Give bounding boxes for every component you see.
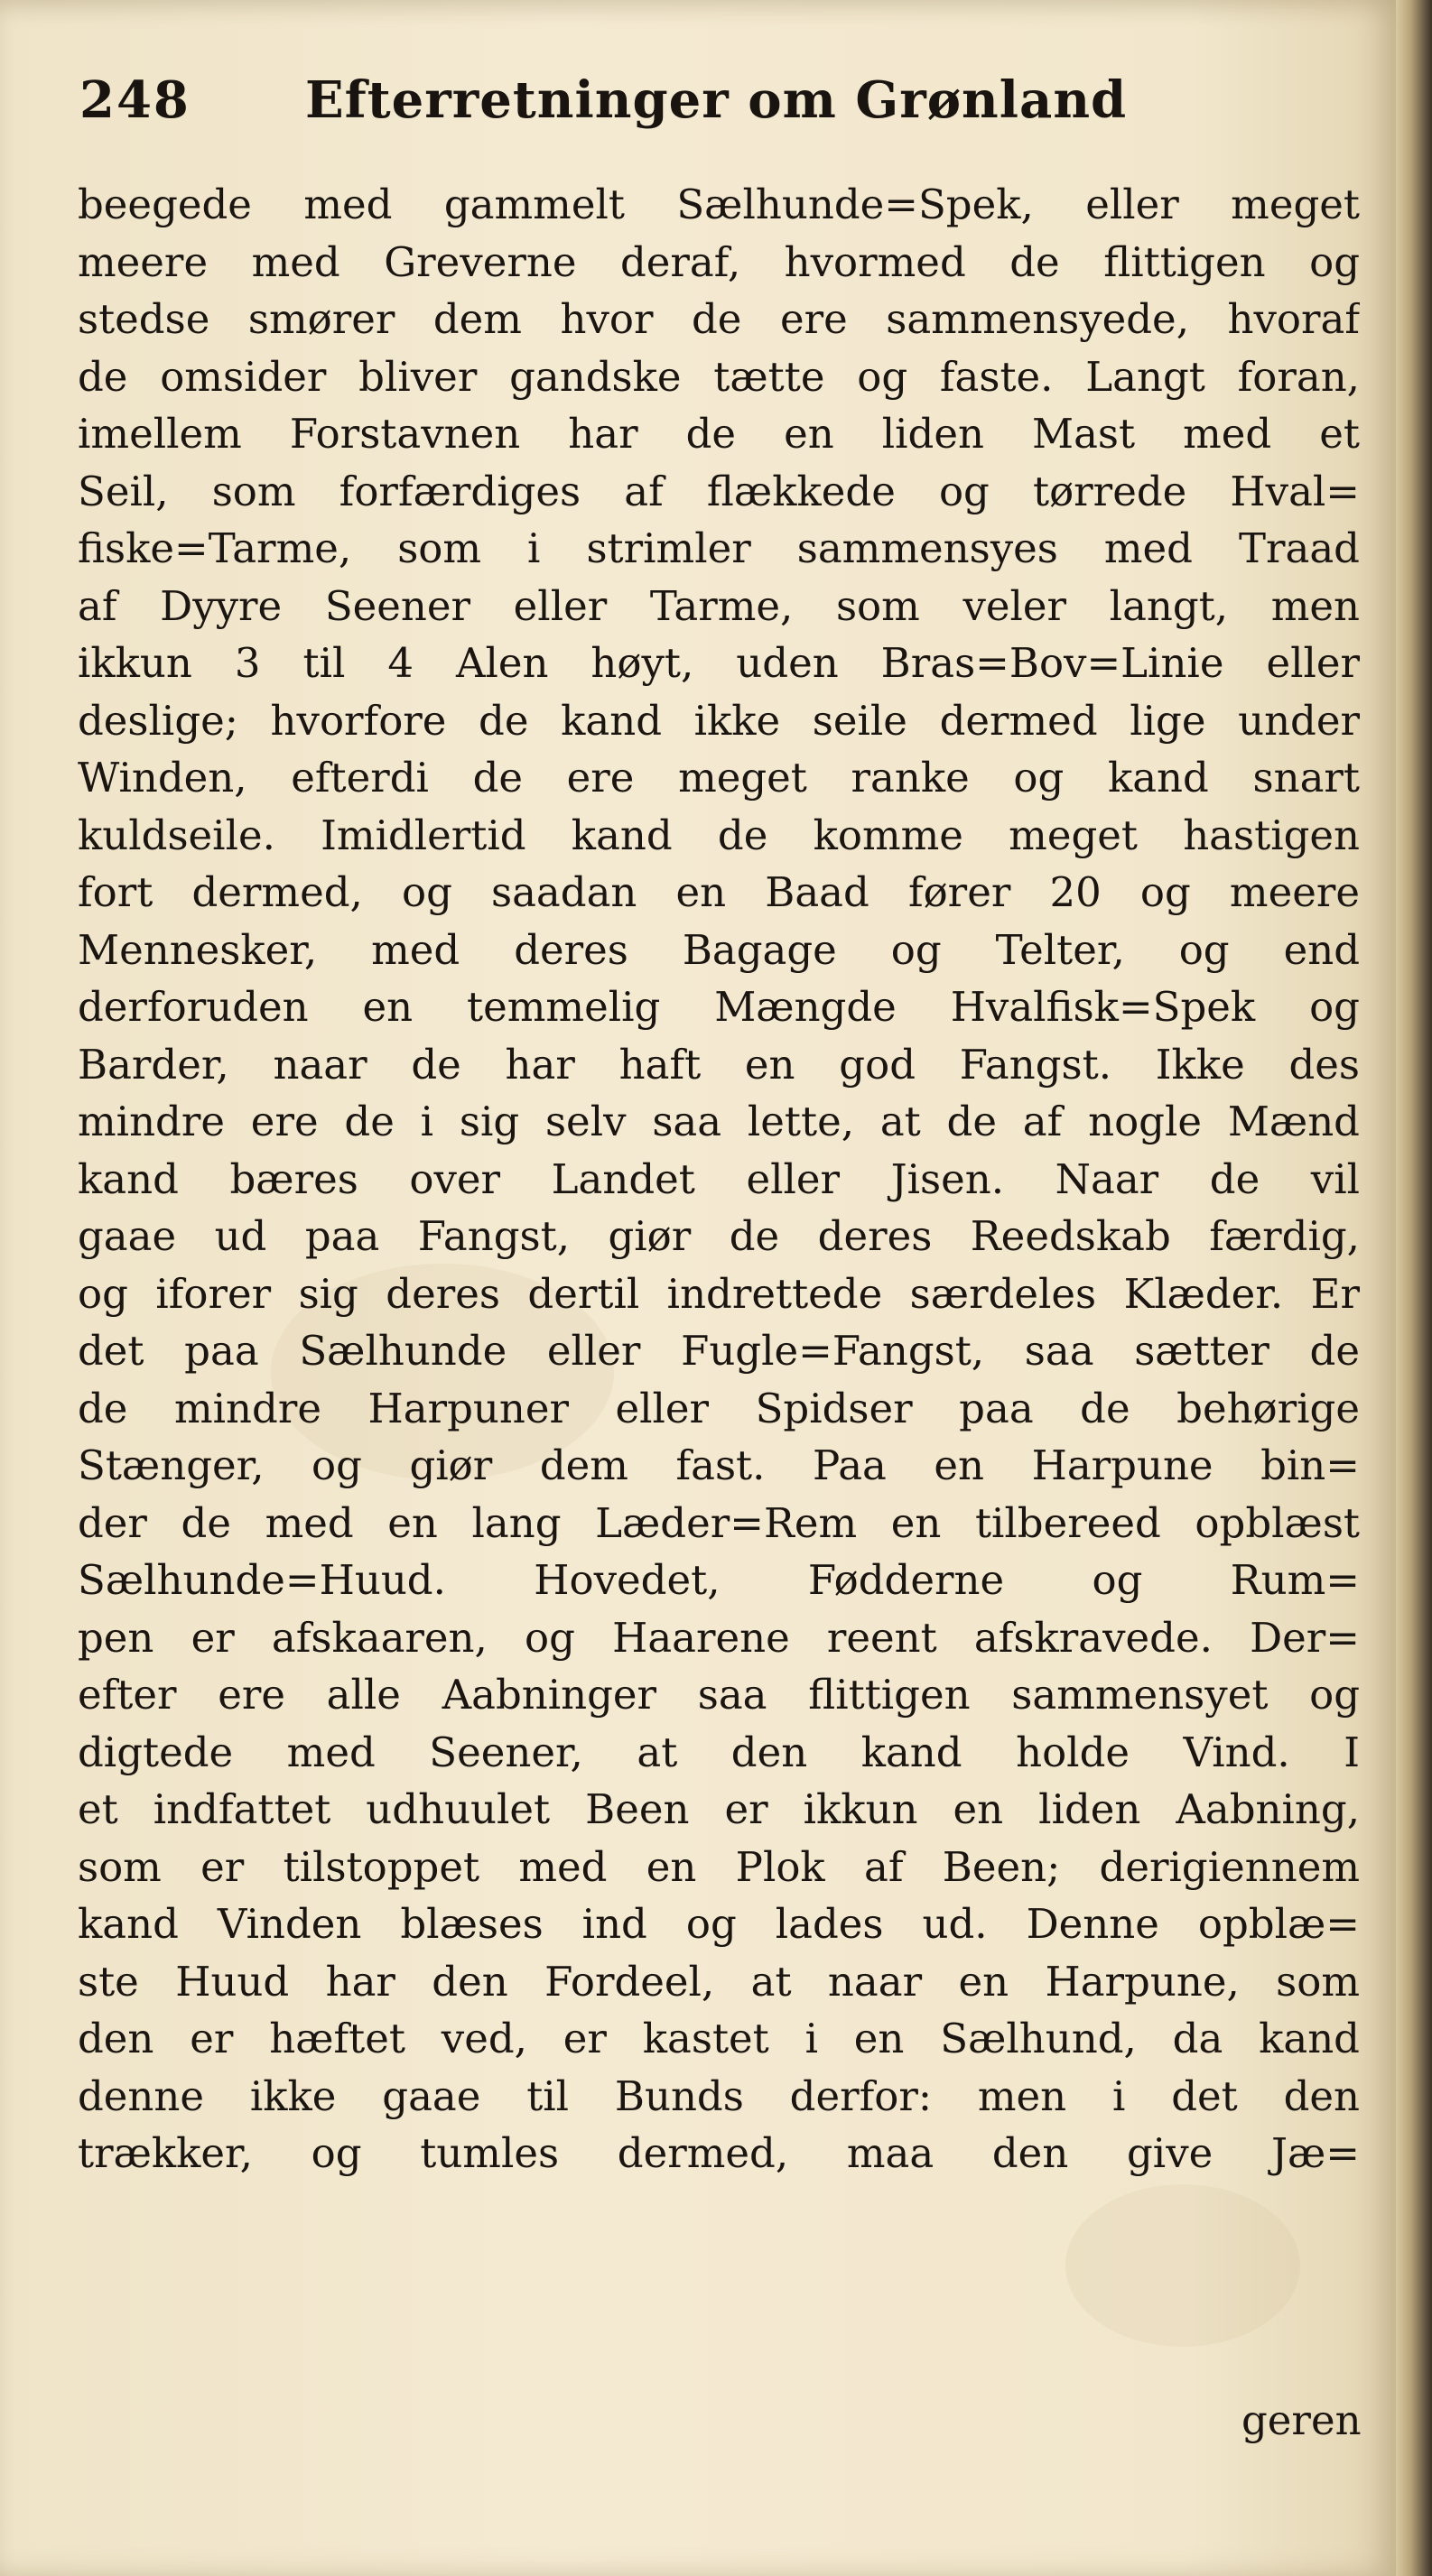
catchword: geren — [1241, 2396, 1362, 2444]
text-line: pen er afskaaren, og Haarene reent afskravede. Der= — [78, 1613, 1360, 1662]
body-text — [78, 176, 1360, 2182]
text-line: stedse smører dem hvor de ere sammensyede, hvoraf — [78, 295, 1360, 343]
text-line: mindre ere de i sig selv saa lette, at de af nogle Mænd — [78, 1098, 1360, 1145]
page-edge — [1396, 0, 1432, 2576]
text-line: de omsider bliver gandske tætte og faste. Langt foran, — [78, 352, 1360, 401]
text-line: gaae ud paa Fangst, giør de deres Reedskab færdig, — [78, 1212, 1360, 1260]
text-line: et indfattet udhuulet Been er ikkun en liden Aabning, — [78, 1785, 1360, 1833]
text-line: kuldseile. Imidlertid kand de komme meget hastigen — [78, 811, 1360, 859]
text-line: kand bæres over Landet eller Jisen. Naar de vil — [78, 1154, 1360, 1203]
text-line: denne ikke gaae til Bunds derfor: men i det den — [78, 2071, 1360, 2120]
text-line: Mennesker, med deres Bagage og Telter, og end — [78, 925, 1360, 974]
text-line: den er hæftet ved, er kastet i en Sælhund, da kand — [78, 2015, 1360, 2062]
running-head: Efterretninger om Grønland — [305, 70, 1128, 130]
text-line: kand Vinden blæses ind og lades ud. Denne opblæ= — [78, 1900, 1360, 1948]
text-line: Seil, som forfærdiges af flækkede og tørrede Hval= — [78, 467, 1360, 515]
text-line: digtede med Seener, at den kand holde Vind. I — [78, 1728, 1360, 1776]
text-line: Winden, efterdi de ere meget ranke og kand snart — [78, 754, 1360, 802]
text-line: trækker, og tumles dermed, maa den give Jæ= — [78, 2129, 1360, 2177]
text-line: derforuden en temmelig Mængde Hvalfisk=Spek og — [78, 983, 1360, 1031]
text-line: det paa Sælhunde eller Fugle=Fangst, saa sætter de — [78, 1327, 1360, 1375]
text-line: af Dyyre Seener eller Tarme, som veler langt, men — [78, 581, 1360, 630]
text-line: imellem Forstavnen har de en liden Mast med et — [78, 410, 1360, 458]
page-header — [79, 70, 1344, 152]
text-line: de mindre Harpuner eller Spidser paa de behørige — [78, 1384, 1360, 1432]
text-line: ikkun 3 til 4 Alen høyt, uden Bras=Bov=Linie eller — [78, 639, 1360, 687]
text-line: Stænger, og giør dem fast. Paa en Harpune bin= — [78, 1441, 1360, 1489]
text-line: meere med Greverne deraf, hvormed de flittigen og — [78, 237, 1360, 286]
text-line: der de med en lang Læder=Rem en tilbereed opblæst — [78, 1498, 1360, 1547]
text-line: fiske=Tarme, som i strimler sammensyes med Traad — [78, 524, 1360, 572]
text-line: efter ere alle Aabninger saa flittigen sammensyet og — [78, 1671, 1360, 1719]
text-line: som er tilstoppet med en Plok af Been; derigiennem — [78, 1842, 1360, 1891]
text-line: Barder, naar de har haft en god Fangst. Ikke des — [78, 1040, 1360, 1089]
text-line: Sælhunde=Huud. Hovedet, Fødderne og Rum= — [78, 1556, 1360, 1604]
text-line: deslige; hvorfore de kand ikke seile dermed lige under — [78, 696, 1360, 745]
text-line: ste Huud har den Fordeel, at naar en Harpune, som — [78, 1957, 1360, 2006]
paper-stain — [1065, 2184, 1300, 2347]
text-line: beegede med gammelt Sælhunde=Spek, eller meget — [78, 181, 1360, 228]
text-line: fort dermed, og saadan en Baad fører 20 og meere — [78, 868, 1360, 916]
page-number: 248 — [79, 70, 191, 130]
text-line: og iforer sig deres dertil indrettede særdeles Klæder. Er — [78, 1269, 1360, 1318]
